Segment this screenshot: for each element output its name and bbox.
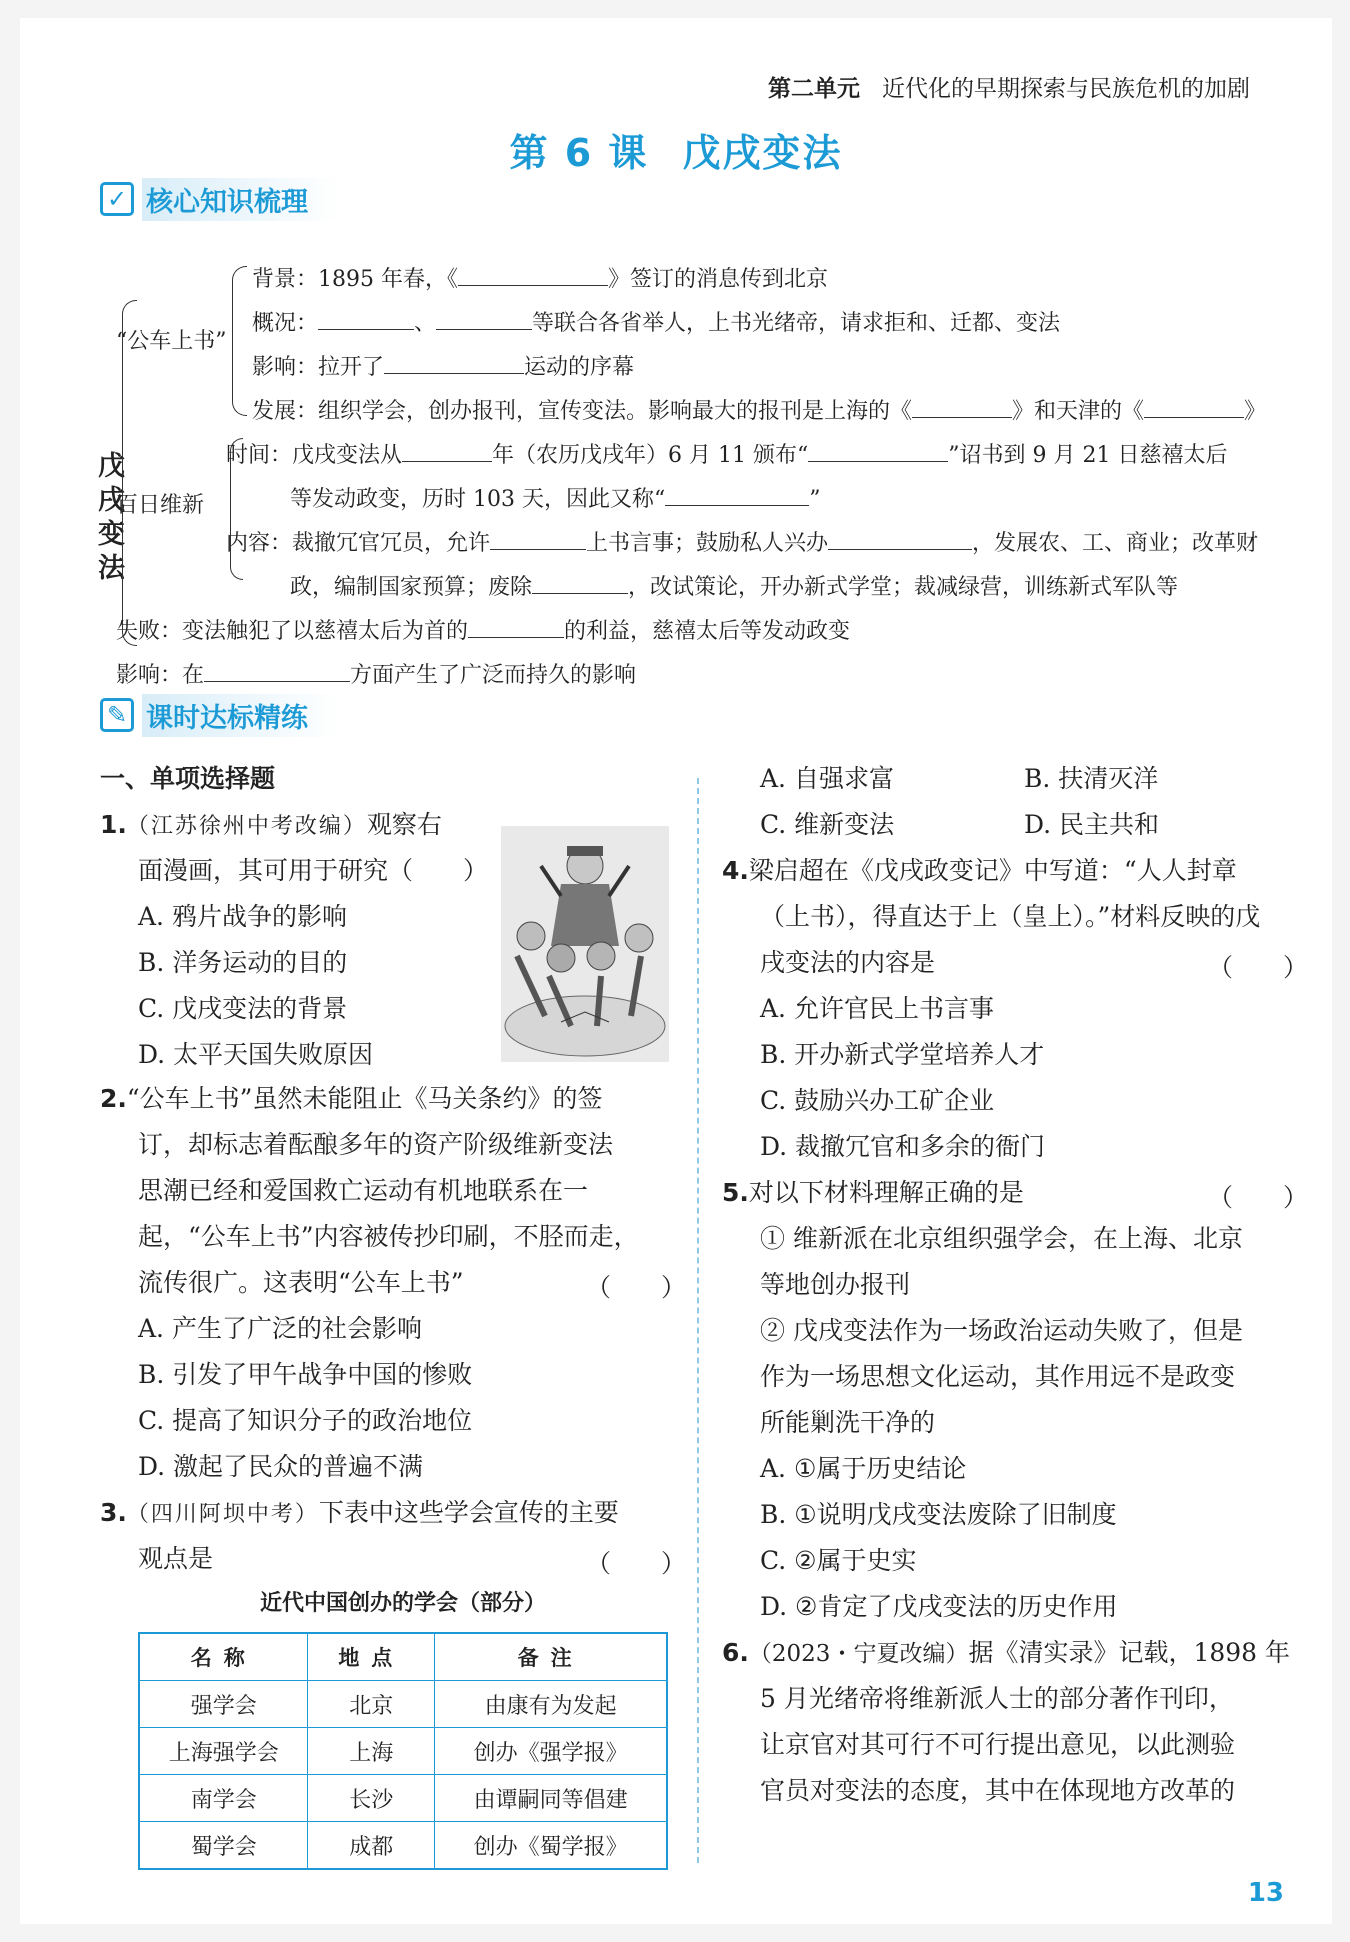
question-3: 3.（四川阿坝中考）下表中这些学会宣传的主要	[100, 1498, 619, 1527]
section-core-knowledge	[100, 178, 338, 220]
q4-answer-blank[interactable]: （ ）	[1208, 953, 1309, 982]
table-cell: 由康有为发起	[435, 1681, 667, 1728]
q6-line2: 5 月光绪帝将维新派人士的部分著作刊印，	[760, 1684, 1234, 1713]
mindmap-overview: 概况： 、 等联合各省举人，上书光绪帝，请求拒和、迁都、变法	[252, 306, 1060, 337]
table-cell: 强学会	[139, 1681, 308, 1728]
question-4: 4.梁启超在《戊戌政变记》中写道：“人人封章	[722, 856, 1237, 885]
column-divider	[697, 778, 699, 1863]
table-row	[139, 1681, 667, 1728]
column-header: 备注	[435, 1633, 667, 1681]
table-cell: 蜀学会	[139, 1822, 308, 1870]
q2-answer-blank[interactable]: （ ）	[586, 1273, 687, 1302]
q5-material-2a: ② 戊戌变法作为一场政治运动失败了，但是	[760, 1316, 1243, 1345]
mindmap-content-cont: 政，编制国家预算；废除 ，改试策论，开办新式学堂；裁减绿营，训练新式军队等	[290, 570, 1178, 601]
lesson-number: 第 6 课	[509, 131, 649, 175]
q5-material-2c: 所能剿洗干净的	[760, 1408, 936, 1437]
column-header: 名称	[139, 1633, 308, 1681]
q5-answer-blank[interactable]: （ ）	[1208, 1183, 1309, 1212]
q3-option-c: C. 维新变法	[760, 810, 895, 839]
mindmap-development: 发展：组织学会，创办报刊，宣传变法。影响最大的报刊是上海的《 》和天津的《 》	[252, 394, 1266, 425]
bracket-gongche	[232, 266, 247, 416]
q6-line3: 让京官对其可行不可行提出意见，以此测验	[760, 1730, 1236, 1759]
q3-line2: 观点是	[138, 1544, 214, 1573]
table-cell: 创办《强学报》	[435, 1728, 667, 1775]
unit-title: 近代化的早期探索与民族危机的加剧	[882, 76, 1250, 102]
q4-line3: 戌变法的内容是	[760, 948, 936, 977]
q5-material-1b: 等地创办报刊	[760, 1270, 911, 1299]
table-cell: 上海	[308, 1728, 435, 1775]
q2-option-d: D. 激起了民众的普遍不满	[138, 1452, 424, 1481]
table-row	[139, 1822, 667, 1870]
table-cell: 北京	[308, 1681, 435, 1728]
mindmap-time-cont: 等发动政变，历时 103 天，因此又称“ ”	[290, 482, 820, 513]
mindmap-gongche-label: “公车上书”	[116, 329, 227, 354]
q5-material-2b: 作为一场思想文化运动，其作用远不是政变	[760, 1362, 1236, 1391]
table-cell: 上海强学会	[139, 1728, 308, 1775]
q4-option-a: A. 允许官民上书言事	[760, 994, 994, 1023]
column-header: 地点	[308, 1633, 435, 1681]
q6-line4: 官员对变法的态度，其中在体现地方改革的	[760, 1776, 1236, 1805]
table-caption: 近代中国创办的学会（部分）	[259, 1591, 546, 1616]
question-6: 6.（2023・宁夏改编）据《清实录》记载，1898 年	[722, 1638, 1291, 1667]
part-heading: 一、单项选择题	[100, 764, 276, 793]
q3-option-b: B. 扶清灭洋	[1024, 764, 1159, 793]
page-number: 13	[1247, 1878, 1284, 1908]
mindmap-failure: 失败：变法触犯了以慈禧太后为首的 的利益，慈禧太后等发动政变	[116, 614, 850, 645]
table-cell: 长沙	[308, 1775, 435, 1822]
q1-line2: 面漫画，其可用于研究（ ）	[138, 856, 489, 885]
table-row	[139, 1728, 667, 1775]
section-title: 核心知识梳理	[142, 178, 338, 221]
q2-option-c: C. 提高了知识分子的政治地位	[138, 1406, 473, 1435]
lesson-title	[20, 122, 1332, 177]
q2-line3: 思潮已经和爱国救亡运动有机地联系在一	[138, 1176, 589, 1205]
q5-option-a: A. ①属于历史结论	[760, 1454, 967, 1483]
section-title: 课时达标精练	[142, 694, 338, 737]
mindmap-impact-gongche: 影响：拉开了 运动的序幕	[252, 350, 634, 381]
pencil-icon: ✎	[100, 698, 134, 732]
political-cartoon-image	[501, 826, 669, 1062]
q1-option-c: C. 戊戌变法的背景	[138, 994, 348, 1023]
section-practice	[100, 694, 338, 736]
q5-option-b: B. ①说明戊戌变法废除了旧制度	[760, 1500, 1117, 1529]
societies-table	[138, 1632, 668, 1870]
mindmap-root: 戊戌变法	[98, 451, 125, 584]
table-header-row	[139, 1633, 667, 1681]
q2-option-a: A. 产生了广泛的社会影响	[138, 1314, 422, 1343]
q1-option-b: B. 洋务运动的目的	[138, 948, 348, 977]
q2-line5: 流传很广。这表明“公车上书”	[138, 1268, 464, 1297]
mindmap-content: 内容：裁撤冗官冗员，允许 上书言事；鼓励私人兴办 ，发展农、工、商业；改革财	[226, 526, 1258, 557]
q2-line4: 起，“公车上书”内容被传抄印刷，不胫而走，	[138, 1222, 639, 1251]
table-cell: 创办《蜀学报》	[435, 1822, 667, 1870]
q5-option-c: C. ②属于史实	[760, 1546, 917, 1575]
unit-number: 第二单元	[768, 76, 860, 102]
q3-answer-blank[interactable]: （ ）	[586, 1549, 687, 1578]
unit-header	[768, 70, 1250, 103]
mindmap-impact: 影响：在 方面产生了广泛而持久的影响	[116, 658, 636, 689]
q2-option-b: B. 引发了甲午战争中国的惨败	[138, 1360, 473, 1389]
question-1: 1.（江苏徐州中考改编）观察右	[100, 810, 442, 839]
question-2: 2.“公车上书”虽然未能阻止《马关条约》的签	[100, 1084, 603, 1113]
q5-material-1a: ① 维新派在北京组织强学会，在上海、北京	[760, 1224, 1243, 1253]
checkbox-icon: ✓	[100, 182, 134, 216]
mindmap-background: 背景：1895 年春，《 》签订的消息传到北京	[252, 262, 828, 293]
table-cell: 南学会	[139, 1775, 308, 1822]
q3-option-a: A. 自强求富	[760, 764, 894, 793]
q1-option-a: A. 鸦片战争的影响	[138, 902, 347, 931]
q3-option-d: D. 民主共和	[1024, 810, 1160, 839]
mindmap-time: 时间：戊戌变法从 年（农历戊戌年）6 月 11 颁布“ ”诏书到 9 月 21 日慈禧太后	[226, 438, 1227, 469]
q5-option-d: D. ②肯定了戊戌变法的历史作用	[760, 1592, 1118, 1621]
table-row	[139, 1775, 667, 1822]
q2-line2: 订，却标志着酝酿多年的资产阶级维新变法	[138, 1130, 614, 1159]
question-5: 5.对以下材料理解正确的是	[722, 1178, 1024, 1207]
lesson-name: 戊戌变法	[682, 131, 843, 175]
workbook-page	[20, 18, 1332, 1924]
q1-option-d: D. 太平天国失败原因	[138, 1040, 374, 1069]
q4-option-d: D. 裁撤冗官和多余的衙门	[760, 1132, 1046, 1161]
table-cell: 成都	[308, 1822, 435, 1870]
mindmap-bairi-label: 百日维新	[116, 493, 205, 518]
q4-option-b: B. 开办新式学堂培养人才	[760, 1040, 1045, 1069]
q4-line2: （上书），得直达于上（皇上）。”材料反映的戊	[760, 902, 1261, 931]
table-cell: 由谭嗣同等倡建	[435, 1775, 667, 1822]
q4-option-c: C. 鼓励兴办工矿企业	[760, 1086, 995, 1115]
